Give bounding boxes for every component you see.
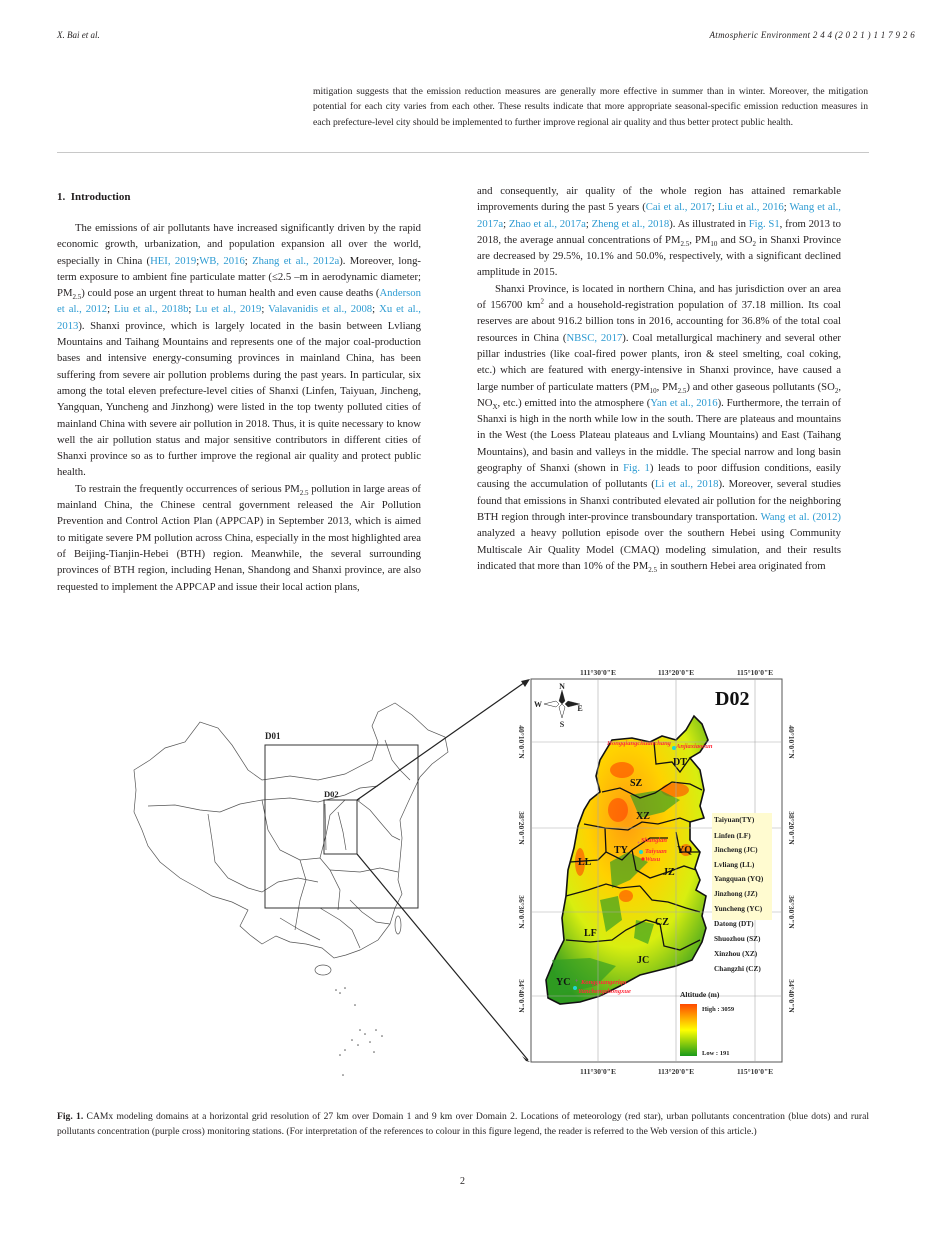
svg-text:Lvliang (LL): Lvliang (LL): [714, 860, 755, 869]
svg-text:XZ: XZ: [636, 811, 650, 822]
svg-text:+: +: [575, 979, 579, 985]
abstract-text: mitigation suggests that the emission reduction measures are generally more effective in summer than in winter. Moreover, the mitigation potential for each city varies from each other. These results indicate that more appropriate seasonal-specific emission reduction measures in each prefecture-level city should be implemented to further improve regional air quality and thus better protect public health.: [313, 86, 868, 128]
paragraph: and consequently, air quality of the whole region has attained remarkable improvements during the past 5 years (Cai et al., 2017; Liu et al., 2016; Wang et al., 2017a; Zhao et al., 2017a; Zheng et al., 2018). As illustrated in Fig. S1, from 2013 to 2018, the average annual concentrations of $PM_{2.5}$, $PM_{10}$ and $SO_2$ in Shanxi Province are decreased by 29.5%, 10.1% and 50.0%, respectively, with a significant declined amplitude in 2015.: [477, 185, 842, 279]
svg-text:LL: LL: [578, 857, 592, 868]
svg-text:JZ: JZ: [663, 867, 675, 878]
svg-text:LF: LF: [584, 928, 597, 939]
d02-title: D02: [715, 688, 750, 710]
citation-link[interactable]: Zhang et al., 2012a: [252, 254, 340, 267]
svg-text:38°20'0"N: 38°20'0"N: [787, 811, 796, 845]
svg-text:Yuncheng (YC): Yuncheng (YC): [714, 904, 763, 913]
svg-text:Hongqiangchuanchang: Hongqiangchuanchang: [607, 740, 671, 747]
svg-text:115°10'0"E: 115°10'0"E: [736, 1067, 774, 1076]
svg-text:Datong (DT): Datong (DT): [714, 919, 754, 928]
svg-text:36°30'0"N: 36°30'0"N: [787, 895, 796, 929]
svg-text:Yunchengzhongxue: Yunchengzhongxue: [578, 988, 631, 995]
caption-text: CAMx modeling domains at a horizontal grid resolution of 27 km over Domain 1 and 9 km over Domain 2. Locations of meteorology (red star), urban pollutants concentration (blue dots) and rural pollutants concentration (purple cross) monitoring stations. (For interpretation of the references to colour in this figure legend, the reader is referred to the Web version of this article.): [57, 1111, 869, 1138]
citation-link[interactable]: WB, 2016: [199, 254, 245, 267]
running-head-authors: X. Bai et al.: [57, 30, 100, 40]
svg-text:Anjiaxiaocun: Anjiaxiaocun: [676, 743, 713, 750]
svg-text:High : 3059: High : 3059: [702, 1006, 735, 1013]
figure-link[interactable]: Fig. 1: [623, 462, 650, 475]
svg-text:Wusu: Wusu: [645, 856, 661, 863]
citation-link[interactable]: Xu et al., 2013: [57, 303, 421, 332]
svg-text:Low : 191: Low : 191: [702, 1050, 730, 1057]
svg-text:CZ: CZ: [655, 917, 669, 928]
figure-1: [0, 660, 925, 1100]
svg-text:111°30'0"E: 111°30'0"E: [580, 1067, 616, 1076]
svg-text:36°30'0"N: 36°30'0"N: [517, 895, 526, 929]
svg-text:YQ: YQ: [677, 845, 692, 856]
citation-link[interactable]: Anderson et al., 2012: [57, 287, 421, 316]
altitude-colorbar: [680, 1004, 697, 1056]
citation-link[interactable]: Valavanidis et al., 2008: [268, 303, 373, 316]
svg-text:113°20'0"E: 113°20'0"E: [657, 1067, 695, 1076]
svg-text:SZ: SZ: [630, 778, 643, 789]
section-divider: [57, 152, 869, 153]
svg-text:40°10'0"N: 40°10'0"N: [517, 725, 526, 759]
figure-link[interactable]: Fig. S1: [748, 217, 780, 230]
abstract-tail: [313, 84, 868, 130]
running-head-journal: Atmospheric Environment 2 4 4 (2 0 2 1 ) 1 1 7 9 2 6: [709, 30, 915, 40]
svg-text:Xinzhou (XZ): Xinzhou (XZ): [714, 949, 758, 958]
citation-link[interactable]: Zhao et al., 2017a: [508, 217, 586, 230]
svg-text:Altitude (m): Altitude (m): [680, 990, 720, 999]
citation-link[interactable]: Yan et al., 2016: [650, 396, 718, 409]
d02-small-label: D02: [324, 789, 339, 799]
svg-text:Shuozhou (SZ): Shuozhou (SZ): [714, 934, 761, 943]
svg-text:40°10'0"N: 40°10'0"N: [787, 725, 796, 759]
paragraph: The emissions of air pollutants have increased significantly driven by the rapid economic growth, urbanization, and population expansion all over the world, especially in China (HEI, 2019;WB, 2016; Zhang et al., 2012a). Moreover, long-term exposure to ambient fine particulate matter (≤2.5 –m in aerodynamic diameter; $PM_{2.5}$) could pose an urgent threat to human health and even cause deaths (Anderson et al., 2012; Liu et al., 2018b; Lu et al., 2019; Valavanidis et al., 2008; Xu et al., 2013). Shanxi province, which is largely located in the basin between Lvliang Mountains and Taihang Mountains and represents one of the major coal-production bases and intensive energy-consuming provinces in mainland China, has been suffering from severe air pollution problems during the past years. In particular, six among the total eleven prefecture-level cities of Shanxi (Linfen, Taiyuan, Jincheng, Yangquan, Yuncheng and Jinzhong) were listed in the top twenty polluted cities of mainland China with severe air pollution in 2018. Thus, it is quite necessary to know well the air pollution status and major sensitive contributors in different cities of Shanxi province so as to further improve the regional air quality and protect public health.: [57, 222, 421, 479]
svg-text:Jincheng (JC): Jincheng (JC): [714, 845, 758, 854]
citation-link[interactable]: Liu et al., 2018b: [114, 303, 189, 316]
svg-text:S: S: [559, 720, 565, 729]
svg-text:E: E: [577, 704, 583, 713]
figure-label: Fig. 1.: [57, 1111, 84, 1122]
svg-text:34°40'0"N: 34°40'0"N: [787, 979, 796, 1013]
svg-text:111°30'0"E: 111°30'0"E: [580, 668, 616, 677]
svg-text:Shanglan: Shanglan: [641, 837, 668, 844]
figure-caption: [57, 1109, 869, 1139]
left-column: [57, 190, 421, 595]
section-number: 1.: [57, 191, 66, 203]
svg-text:JC: JC: [637, 955, 650, 966]
citation-link[interactable]: Liu et al., 2016: [717, 201, 784, 214]
citation-link[interactable]: Wang et al. (2012): [760, 510, 841, 523]
d02-small-box: [324, 800, 357, 854]
svg-text:115°10'0"E: 115°10'0"E: [736, 668, 774, 677]
citation-link[interactable]: NBSC, 2017: [566, 331, 623, 344]
section-heading: [57, 190, 421, 204]
page-number: 2: [460, 1176, 465, 1187]
section-title: Introduction: [70, 191, 131, 203]
svg-text:113°20'0"E: 113°20'0"E: [657, 668, 695, 677]
svg-text:Kongguangeriqu: Kongguangeriqu: [581, 979, 627, 986]
right-column: [477, 183, 841, 574]
paragraph: Shanxi Province, is located in northern China, and has jurisdiction over an area of 156700 $km^2$ and a household-registration population of 37.18 million. Its coal reserves are about 916.2 billion tons in 2016, accounting for 36.8% of the total coal resources in China (NBSC, 2017). Coal metallurgical machinery and several other pillar industries (like coal-fired power plants, iron & steel smelting, coal coking, etc.) which are featured with energy-intensive in Shanxi province, have caused a large number of particulate matters ($PM_{10}$, $PM_{2.5}$) and other gaseous pollutants ($SO_2$, $NO_X$, etc.) emitted into the atmosphere (Yan et al., 2016). Furthermore, the terrain of Shanxi is high in the north while low in the south. There are plateaus and mountains in the West (the Loess Plateau plateaus and Lvliang Mountains) and East (Taihang Mountains), and basin and valleys in the middle. The special narrow and long basin geography of Shanxi (shown in Fig. 1) leads to poor diffusion conditions, easily causing the accumulation of pollutants (Li et al., 2018). Moreover, several studies found that emissions in Shanxi contributed elevated air pollution for the neighboring BTH region through inter-province transboundary transportation. Wang et al. (2012) analyzed a heavy pollution episode over the southern Hebei using Community Multiscale Air Quality Model (CMAQ) modeling simulation, and their results indicated that more than 10% of the $PM_{2.5}$ in southern Hebei area originated from: [477, 282, 842, 574]
svg-text:Yangquan (YQ): Yangquan (YQ): [714, 874, 764, 883]
citation-link[interactable]: Zheng et al., 2018: [591, 217, 670, 230]
paragraph: To restrain the frequently occurrences of serious $PM_{2.5}$ pollution in large areas of mainland China, the Chinese central government released the Air Pollution Prevention and Control Action Plan (APPCAP) in September 2013, which is aimed to mitigate severe PM pollution across China, especially in the most highlighted area of Beijing-Tianjin-Hebei (BTH) region. Meanwhile, the several surrounding provinces of BTH region, including Henan, Shandong and Shanxi province, are also requested to implement the APPCAP and issue their local action plans,: [57, 482, 421, 593]
citation-link[interactable]: Li et al., 2018: [654, 478, 719, 491]
svg-text:YC: YC: [556, 977, 571, 988]
svg-text:+: +: [637, 841, 641, 847]
citation-link[interactable]: Cai et al., 2017: [645, 201, 712, 214]
svg-text:Changzhi (CZ): Changzhi (CZ): [714, 964, 761, 973]
svg-text:N: N: [559, 682, 565, 691]
svg-text:W: W: [534, 700, 542, 709]
svg-text:38°20'0"N: 38°20'0"N: [517, 811, 526, 845]
svg-text:34°40'0"N: 34°40'0"N: [517, 979, 526, 1013]
svg-text:DT: DT: [673, 757, 687, 768]
citation-link[interactable]: Wang et al., 2017a: [477, 201, 841, 230]
svg-text:TY: TY: [614, 845, 628, 856]
citation-link[interactable]: Lu et al., 2019: [195, 303, 262, 316]
svg-text:Taiyuan: Taiyuan: [645, 848, 667, 855]
svg-text:Jinzhong (JZ): Jinzhong (JZ): [714, 889, 758, 898]
citation-link[interactable]: HEI, 2019: [150, 254, 197, 267]
d01-label: D01: [265, 731, 281, 741]
svg-text:Taiyuan(TY): Taiyuan(TY): [714, 815, 755, 824]
svg-text:Linfen (LF): Linfen (LF): [714, 831, 751, 840]
